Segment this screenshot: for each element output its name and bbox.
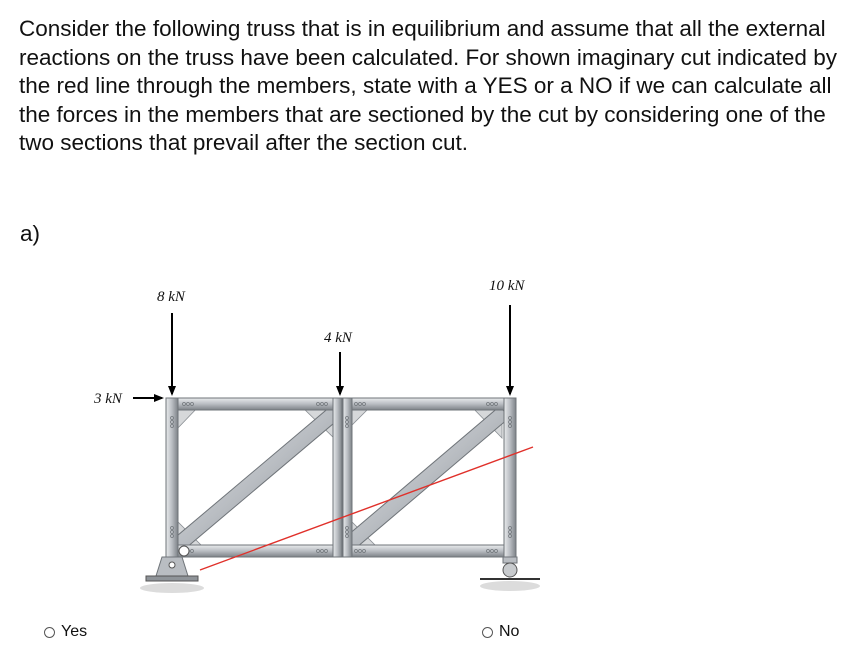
load-arrows <box>133 305 510 398</box>
load-label-8kn: 8 kN <box>157 289 185 305</box>
vertical-member-middle-a <box>333 398 342 557</box>
option-yes[interactable] <box>44 620 87 644</box>
option-no[interactable] <box>482 620 519 644</box>
option-no-label: No <box>499 623 520 640</box>
load-label-4kn: 4 kN <box>324 330 352 346</box>
option-yes-label: Yes <box>61 623 88 640</box>
diagonal-member-right <box>341 406 509 553</box>
load-label-3kn: 3 kN <box>94 391 122 407</box>
pin-bolt <box>179 546 189 556</box>
radio-no-icon[interactable] <box>482 627 493 638</box>
diagonal-member-left <box>171 406 340 553</box>
question-text: Consider the following truss that is in equilibrium and assume that all the external reactions on the truss have been calculated. For shown imaginary cut indicated by the red line through the members, state with a YES or a NO if we can calculate all the forces in the members that are sectioned by the cut by considering one of the two sections that prevail after the section cut. <box>19 16 837 155</box>
load-label-10kn: 10 kN <box>489 278 525 294</box>
vertical-members <box>166 398 516 557</box>
bottom-chord-left <box>166 545 342 557</box>
radio-yes-icon[interactable] <box>44 627 55 638</box>
top-chord-left <box>166 398 342 410</box>
roller-support-right <box>480 557 540 591</box>
part-label: a) <box>20 221 41 246</box>
